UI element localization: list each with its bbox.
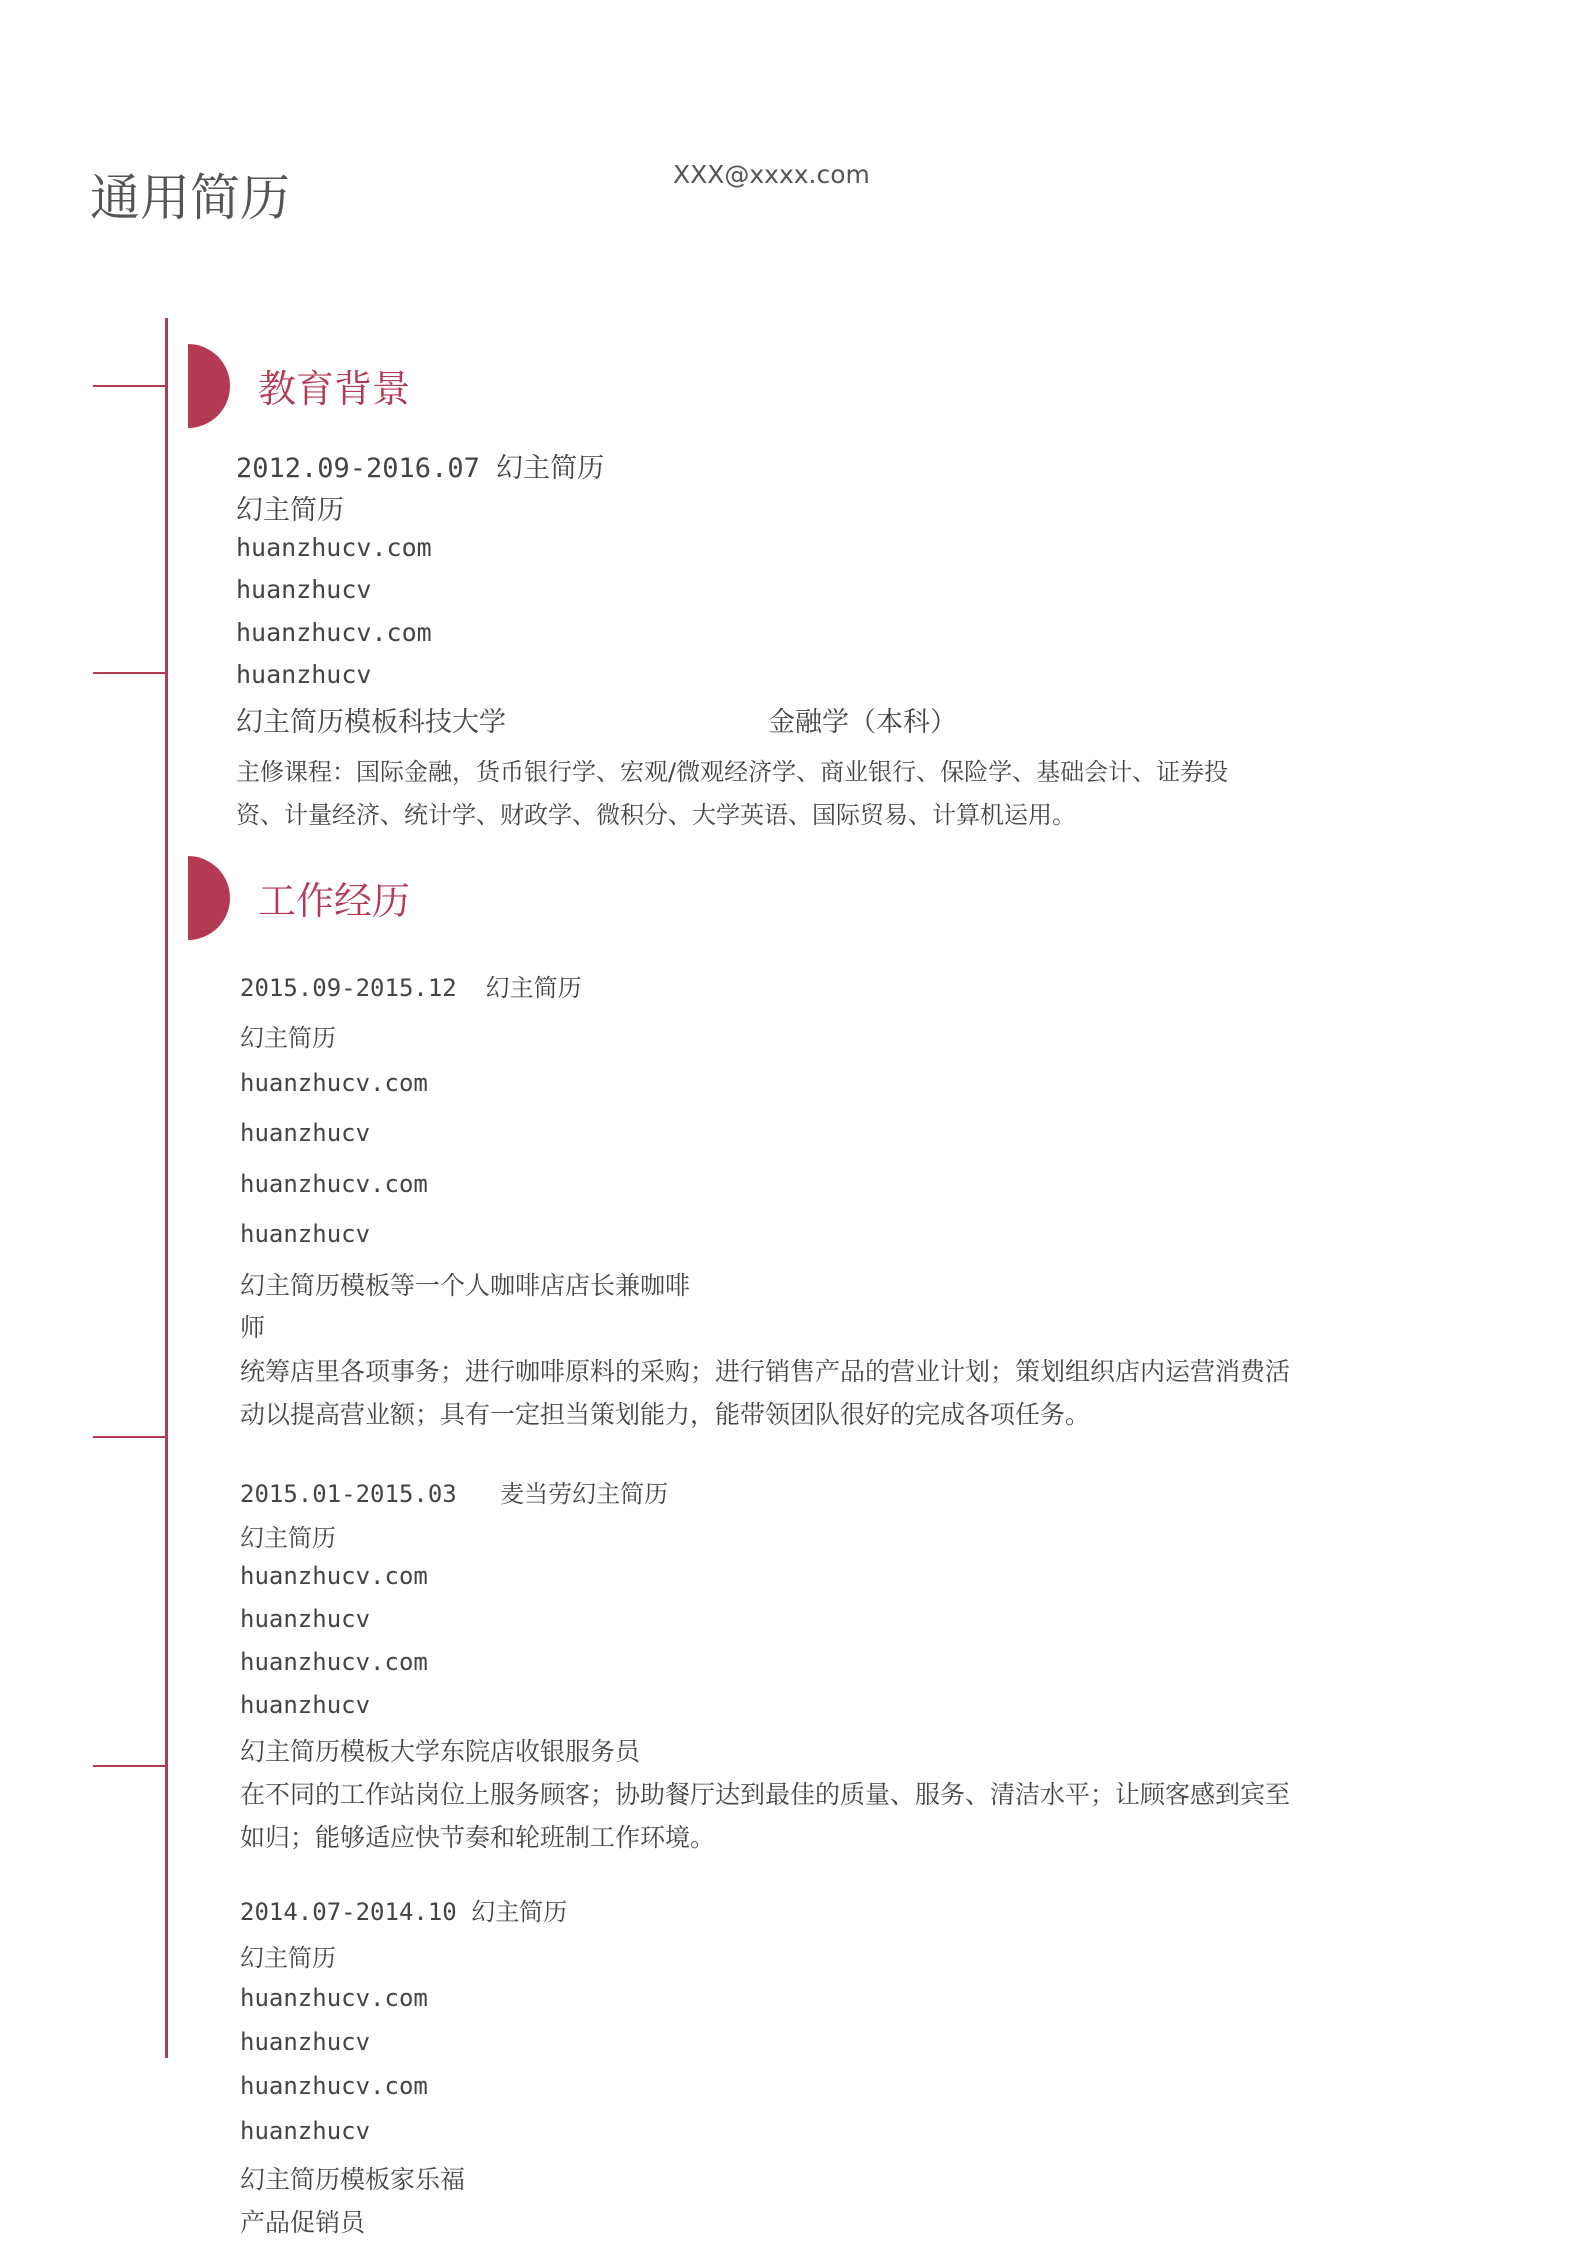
job-description: 如归；能够适应快节奏和轮班制工作环境。: [240, 1823, 716, 1852]
job-line: 幻主简历: [240, 1024, 336, 1052]
job-line: huanzhucv: [240, 1119, 371, 1147]
job-header: [240, 1892, 567, 1927]
section-marker: [188, 856, 230, 940]
section-marker: [188, 344, 230, 428]
job-role: 师: [240, 1313, 266, 1342]
work-heading: 工作经历: [258, 879, 411, 923]
job-line: huanzhucv: [240, 2028, 371, 2056]
job-line: huanzhucv: [240, 1605, 371, 1633]
job-company: 幻主简历: [471, 1898, 568, 1926]
job-period: 2015.01-2015.03: [240, 1480, 457, 1508]
education-name: 幻主简历: [496, 453, 605, 484]
education-courses: 主修课程：国际金融，货币银行学、宏观/微观经济学、商业银行、保险学、基础会计、证券投: [236, 758, 1229, 786]
job-line: huanzhucv.com: [240, 1562, 428, 1590]
education-line: huanzhucv.com: [236, 533, 432, 562]
job-line: huanzhucv: [240, 2117, 371, 2145]
job-line: huanzhucv.com: [240, 2072, 428, 2100]
timeline-tick: [93, 1436, 165, 1438]
timeline-tick: [93, 672, 165, 674]
job-description: 动以提高营业额；具有一定担当策划能力，能带领团队很好的完成各项任务。: [240, 1400, 1091, 1429]
job-period: 2015.09-2015.12: [240, 974, 457, 1002]
job-line: huanzhucv: [240, 1220, 371, 1248]
job-line: 幻主简历: [240, 1524, 336, 1552]
education-major: 金融学（本科）: [768, 707, 957, 738]
job-role: 幻主简历模板大学东院店收银服务员: [240, 1737, 641, 1766]
job-line: huanzhucv.com: [240, 1170, 428, 1198]
job-line: huanzhucv.com: [240, 1648, 428, 1676]
education-heading: 教育背景: [258, 367, 411, 411]
job-role: 产品促销员: [240, 2208, 366, 2237]
timeline-line: [165, 318, 168, 2058]
education-period: [236, 446, 604, 485]
job-role: 幻主简历模板等一个人咖啡店店长兼咖啡: [240, 1271, 691, 1300]
job-header: [240, 1474, 668, 1509]
education-line: 幻主简历: [236, 495, 344, 526]
job-description: 统筹店里各项事务；进行咖啡原料的采购；进行销售产品的营业计划；策划组织店内运营消费活: [240, 1357, 1291, 1386]
page-title: 通用简历: [90, 169, 290, 227]
timeline-tick: [93, 385, 165, 387]
education-period-text: 2012.09-2016.07: [236, 453, 480, 484]
job-line: huanzhucv.com: [240, 1984, 428, 2012]
job-role: 幻主简历模板家乐福: [240, 2165, 466, 2194]
job-description: 在不同的工作站岗位上服务顾客；协助餐厅达到最佳的质量、服务、清洁水平；让顾客感到宾至: [240, 1780, 1291, 1809]
education-line: huanzhucv.com: [236, 618, 432, 647]
job-line: huanzhucv: [240, 1691, 371, 1719]
job-line: huanzhucv.com: [240, 1069, 428, 1097]
job-company: 幻主简历: [485, 974, 582, 1002]
education-school: 幻主简历模板科技大学: [236, 707, 506, 738]
job-company: 麦当劳幻主简历: [500, 1480, 669, 1508]
job-line: 幻主简历: [240, 1944, 336, 1972]
timeline-tick: [93, 1765, 165, 1767]
education-line: huanzhucv: [236, 660, 372, 689]
email-text: XXX@xxxx.com: [673, 160, 870, 189]
job-header: [240, 968, 582, 1003]
education-courses: 资、计量经济、统计学、财政学、微积分、大学英语、国际贸易、计算机运用。: [236, 801, 1076, 829]
education-line: huanzhucv: [236, 575, 372, 604]
job-period: 2014.07-2014.10: [240, 1898, 457, 1926]
